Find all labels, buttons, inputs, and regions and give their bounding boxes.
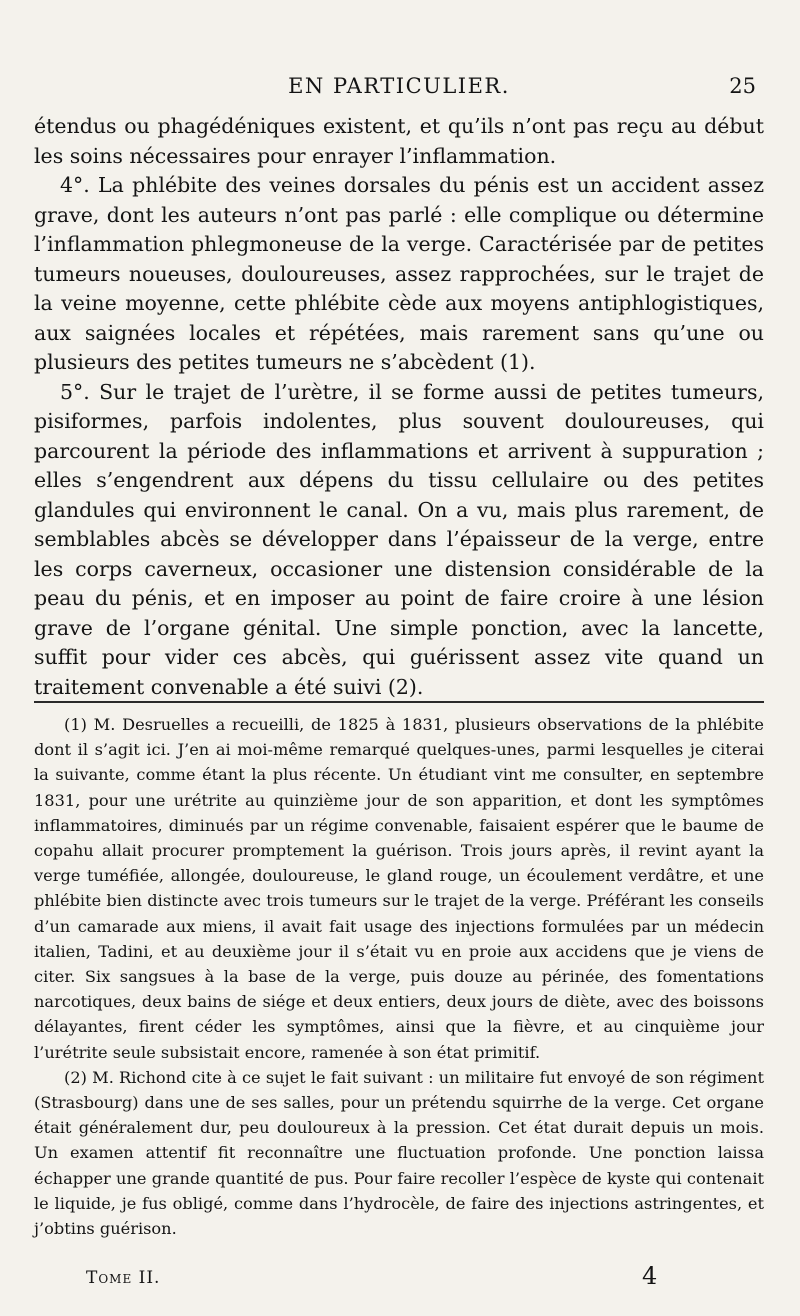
footnote-2: (2) M. Richond cite à ce sujet le fait suivant : un militaire fut envoyé de son régiment (Strasbourg) dans une de ses salles, pour un prétendu squirrhe de la verge. Cet organe était généralement dur, peu douloureux à la pression. Cet état durait depuis un mois. Un examen attentif fit reconnaître une fluctuation profonde. Une ponction laissa échapper une grande quantité de pus. Pour faire recoller l’espèce de kyste qui contenait le liquide, je fus obligé, comme dans l’hydrocèle, de faire des injections astringentes, et j’obtins guérison. — [34, 1067, 764, 1239]
running-header — [34, 74, 764, 106]
footnote-1: (1) M. Desruelles a recueilli, de 1825 à 1831, plusieurs observations de la phlébite dont il s’agit ici. J’en ai moi-même remarqué quelques-unes, parmi lesquelles je citerai la suivante, comme étant la plus récente. Un étudiant vint me consulter, en septembre 1831, pour une urétrite au quinzième jour de son apparition, et dont les symptômes inflammatoires, diminués par un régime convenable, faisaient espérer que le baume de copahu allait procurer promptement la guérison. Trois jours après, il revint ayant la verge tuméfiée, allongée, douloureuse, le gland rouge, un écoulement verdâtre, et une phlébite bien distincte avec trois tumeurs sur le trajet de la verge. Préférant les conseils d’un camarade aux miens, il avait fait usage des injections formulées par un médecin italien, Tadini, et au deuxième jour il s’était vu en proie aux accidens que je viens de citer. Six sangsues à la base de la verge, puis douze au périnée, des fomentations narcotiques, deux bains de siége et deux entiers, deux jours de diète, avec des boissons délayantes, firent céder les symptômes, ainsi que la fièvre, et au cinquième jour l’urétrite seule subsistait encore, ramenée à son état primitif. — [34, 715, 764, 1062]
paragraph-continued: étendus ou phagédéniques existent, et qu’ils n’ont pas reçu au début les soins nécessaires pour enrayer l’inflammation. — [34, 114, 764, 168]
page-number: 25 — [729, 74, 756, 98]
page-footer — [86, 1262, 706, 1302]
footnotes — [34, 712, 764, 1241]
main-text — [34, 112, 764, 702]
running-title: EN PARTICULIER. — [288, 74, 510, 98]
paragraph-phlebitis: 4°. La phlébite des veines dorsales du pénis est un accident assez grave, dont les auteurs n’ont pas parlé : elle complique ou détermine l’inflammation phlegmoneuse de la verge. Caractérisée par de petites tumeurs noueuses, douloureuses, assez rapprochées, sur le trajet de la veine moyenne, cette phlébite cède aux moyens antiphlogistiques, aux saignées locales et répétées, mais rarement sans qu’une ou plusieurs des petites tumeurs ne s’abcèdent (1). — [34, 173, 764, 374]
sheet-number: 4 — [642, 1262, 658, 1290]
footnote-separator — [34, 701, 764, 703]
paragraph-urethra-tumors: 5°. Sur le trajet de l’urètre, il se forme aussi de petites tumeurs, pisiformes, parfois indolentes, plus souvent douloureuses, qui parcourent la période des inflammations et arrivent à suppuration ; elles s’engendrent aux dépens du tissu cellulaire ou des petites glandules qui environnent le canal. On a vu, mais plus rarement, de semblables abcès se développer dans l’épaisseur de la verge, entre les corps caverneux, occasioner une distension considérable de la peau du pénis, et en imposer au point de faire croire à une lésion grave de l’organe génital. Une simple ponction, avec la lancette, suffit pour vider ces abcès, qui guérissent assez vite quand un traitement convenable a été suivi (2). — [34, 379, 764, 699]
volume-signature: Tome II. — [86, 1268, 161, 1288]
